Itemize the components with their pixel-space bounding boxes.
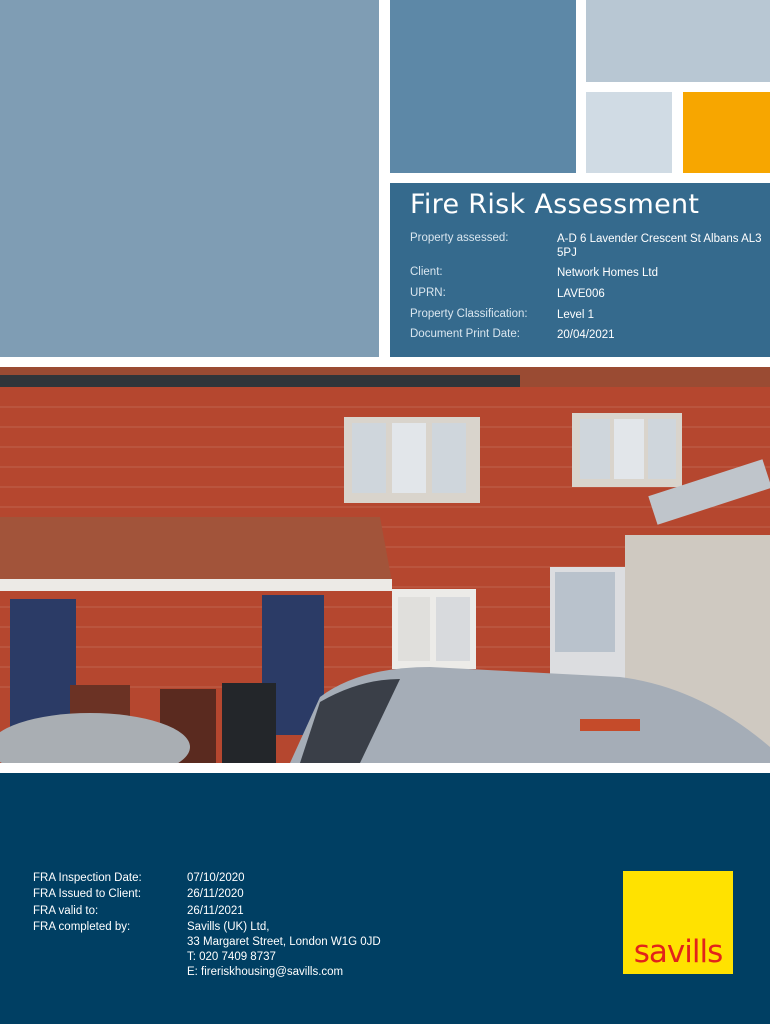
property-photo xyxy=(0,367,770,763)
classification-label: Property Classification: xyxy=(410,308,528,320)
title-panel xyxy=(390,183,770,357)
print-date-label: Document Print Date: xyxy=(410,328,520,340)
savills-logo-text: savills xyxy=(633,934,723,970)
uprn-label: UPRN: xyxy=(410,287,446,299)
decorative-block-light xyxy=(586,0,770,82)
savills-logo xyxy=(623,871,733,974)
property-label: Property assessed: xyxy=(410,232,509,244)
print-date-value: 20/04/2021 xyxy=(557,329,615,341)
decorative-block-large xyxy=(0,0,379,357)
inspection-date-label: FRA Inspection Date: xyxy=(33,872,142,884)
decorative-block-orange xyxy=(683,92,770,173)
issued-date-label: FRA Issued to Client: xyxy=(33,888,142,900)
classification-value: Level 1 xyxy=(557,309,595,321)
decorative-block-pale xyxy=(586,92,672,173)
completed-by-phone: T: 020 7409 8737 xyxy=(187,951,276,963)
client-label: Client: xyxy=(410,266,443,278)
valid-to-label: FRA valid to: xyxy=(33,905,99,917)
completed-by-address: 33 Margaret Street, London W1G 0JD xyxy=(187,936,381,948)
property-value: A-D 6 Lavender Crescent St Albans AL3 5PJ xyxy=(557,233,762,259)
uprn-value: LAVE006 xyxy=(557,288,605,300)
completed-by-label: FRA completed by: xyxy=(33,921,131,933)
inspection-date-value: 07/10/2020 xyxy=(187,872,245,884)
completed-by-email: E: fireriskhousing@savills.com xyxy=(187,966,344,978)
valid-to-value: 26/11/2021 xyxy=(187,905,244,917)
issued-date-value: 26/11/2020 xyxy=(187,888,244,900)
completed-by-company: Savills (UK) Ltd, xyxy=(187,921,270,933)
decorative-block-mid xyxy=(390,0,576,173)
client-value: Network Homes Ltd xyxy=(557,267,658,279)
document-title: Fire Risk Assessment xyxy=(410,189,700,220)
